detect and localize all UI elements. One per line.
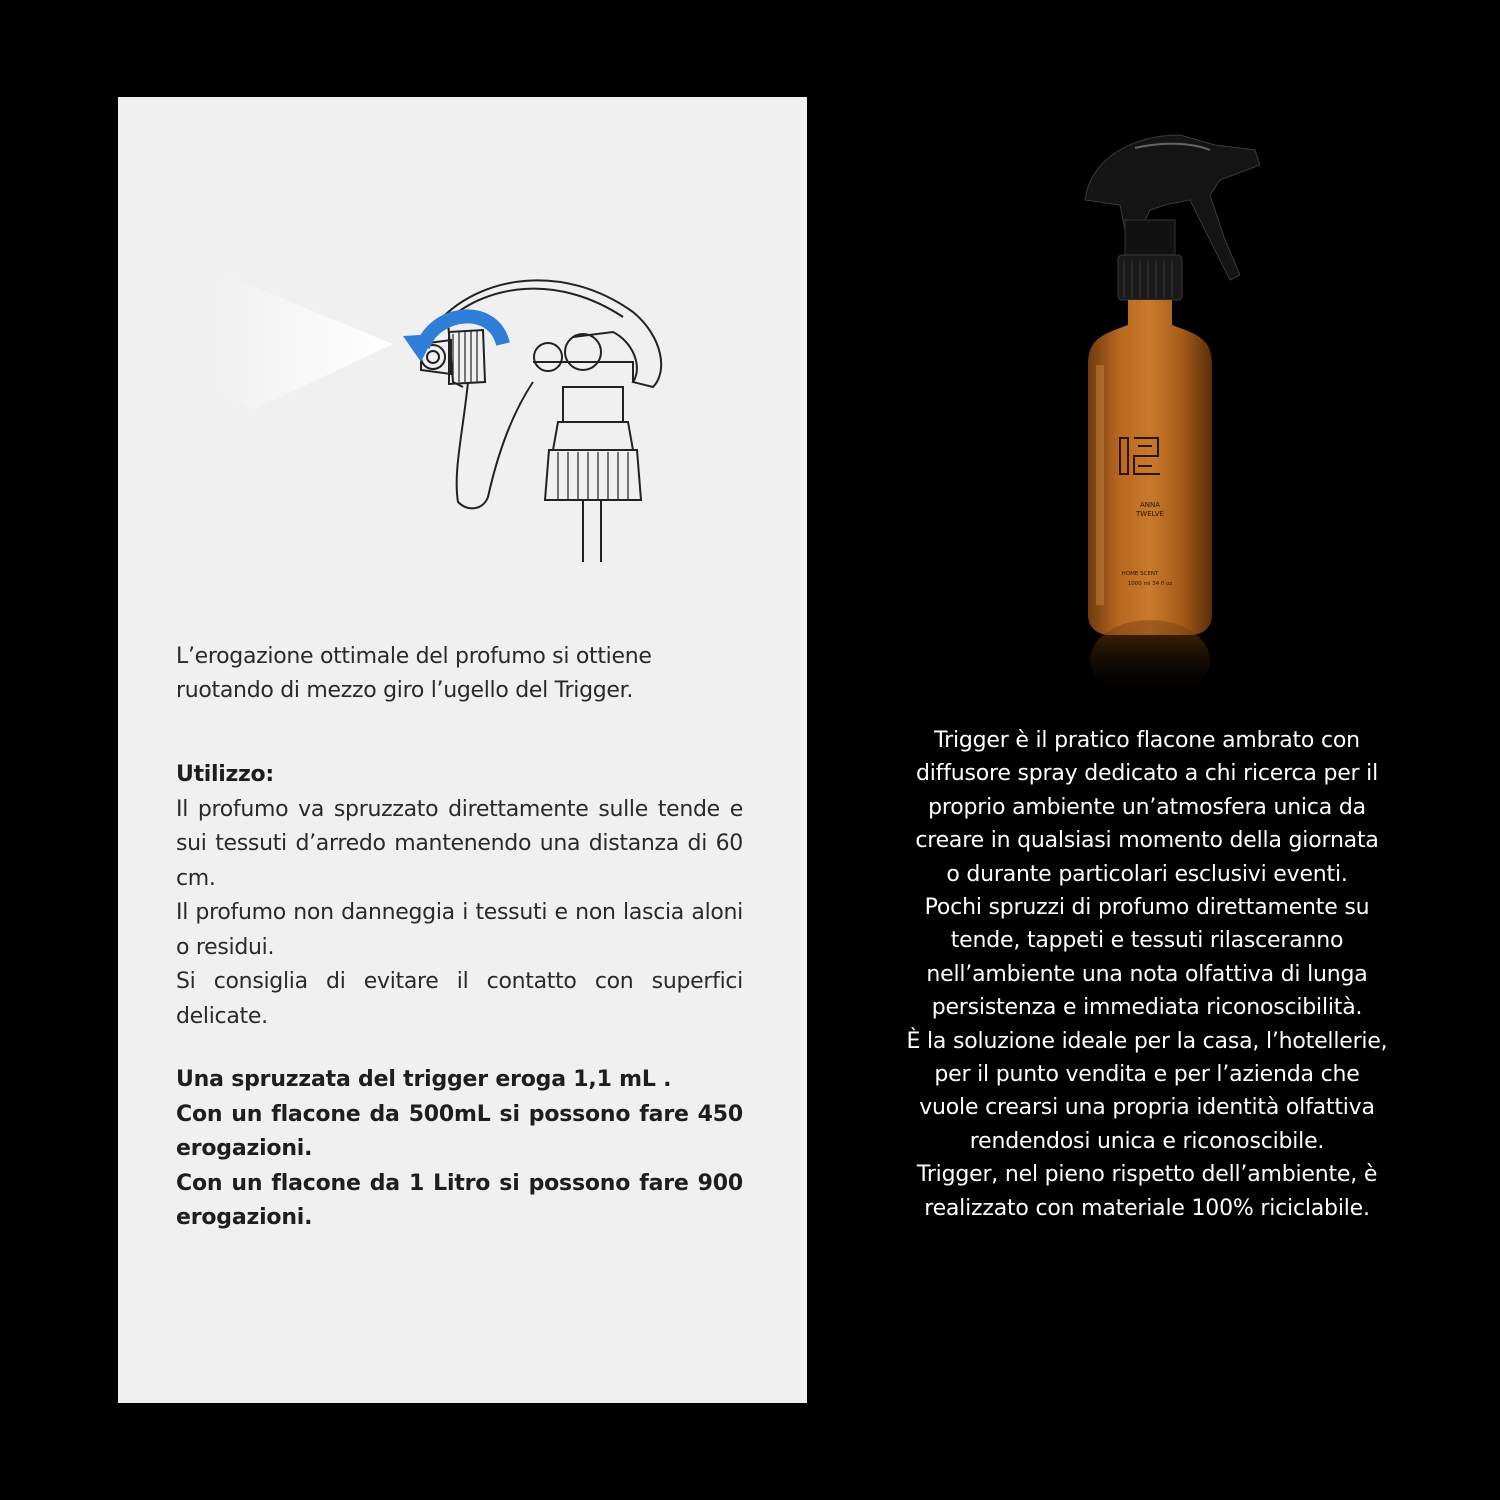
nozzle-instruction: [176, 640, 743, 708]
usage-section: [176, 758, 743, 1034]
dosage-line: Con un flacone da 500mL si possono fare 450 erogazioni.: [176, 1101, 743, 1161]
trigger-head-icon: [1085, 135, 1260, 300]
usage-paragraph: Il profumo non danneggia i tessuti e non lascia aloni o residui.: [176, 900, 743, 960]
intro-line-1: L’erogazione ottimale del profumo si ottiene: [176, 644, 652, 669]
bottle-body-icon: [1088, 300, 1212, 700]
intro-line-2: ruotando di mezzo giro l’ugello del Trigger.: [176, 678, 634, 703]
dosage-section: [176, 1063, 743, 1236]
trigger-nozzle-illustration: [213, 272, 683, 572]
description-paragraph: È la soluzione ideale per la casa, l’hotellerie, per il punto vendita e per l’azienda che vuole crearsi una propria identità olfattiva rendendosi unica e riconoscibile.: [906, 1028, 1388, 1154]
description-paragraph: Trigger, nel pieno rispetto dell’ambiente, è realizzato con materiale 100% riciclabile.: [916, 1162, 1378, 1221]
bottle-volume: 1000 ml 34 fl oz: [1127, 581, 1173, 587]
bottle-brand-name-2: TWELVE: [1136, 510, 1164, 518]
bottle-brand-name: ANNA: [1139, 501, 1161, 509]
usage-paragraph: Il profumo va spruzzato direttamente sulle tende e sui tessuti d’arredo mantenendo una distanza di 60 cm.: [176, 796, 743, 891]
product-description: [906, 724, 1388, 1225]
amber-spray-bottle-image: [1040, 120, 1260, 720]
instructions-panel: [118, 97, 807, 1403]
bottle-product-line: HOME SCENT: [1121, 571, 1159, 577]
description-paragraph: Trigger è il pratico flacone ambrato con diffusore spray dedicato a chi ricerca per il proprio ambiente un’atmosfera unica da creare in qualsiasi momento della giornata o durante particolari esclusivi eventi.: [915, 728, 1379, 887]
dosage-line: Una spruzzata del trigger eroga 1,1 mL .: [176, 1067, 672, 1092]
description-paragraph: Pochi spruzzi di profumo direttamente su tende, tappeti e tessuti rilasceranno nell’ambiente una nota olfattiva di lunga persistenza e immediata riconoscibilità.: [924, 895, 1370, 1021]
dosage-line: Con un flacone da 1 Litro si possono fare 900 erogazioni.: [176, 1170, 743, 1230]
usage-paragraph: Si consiglia di evitare il contatto con superfici delicate.: [176, 969, 743, 1029]
usage-heading: Utilizzo:: [176, 762, 274, 787]
spray-mist-icon: [213, 274, 393, 410]
